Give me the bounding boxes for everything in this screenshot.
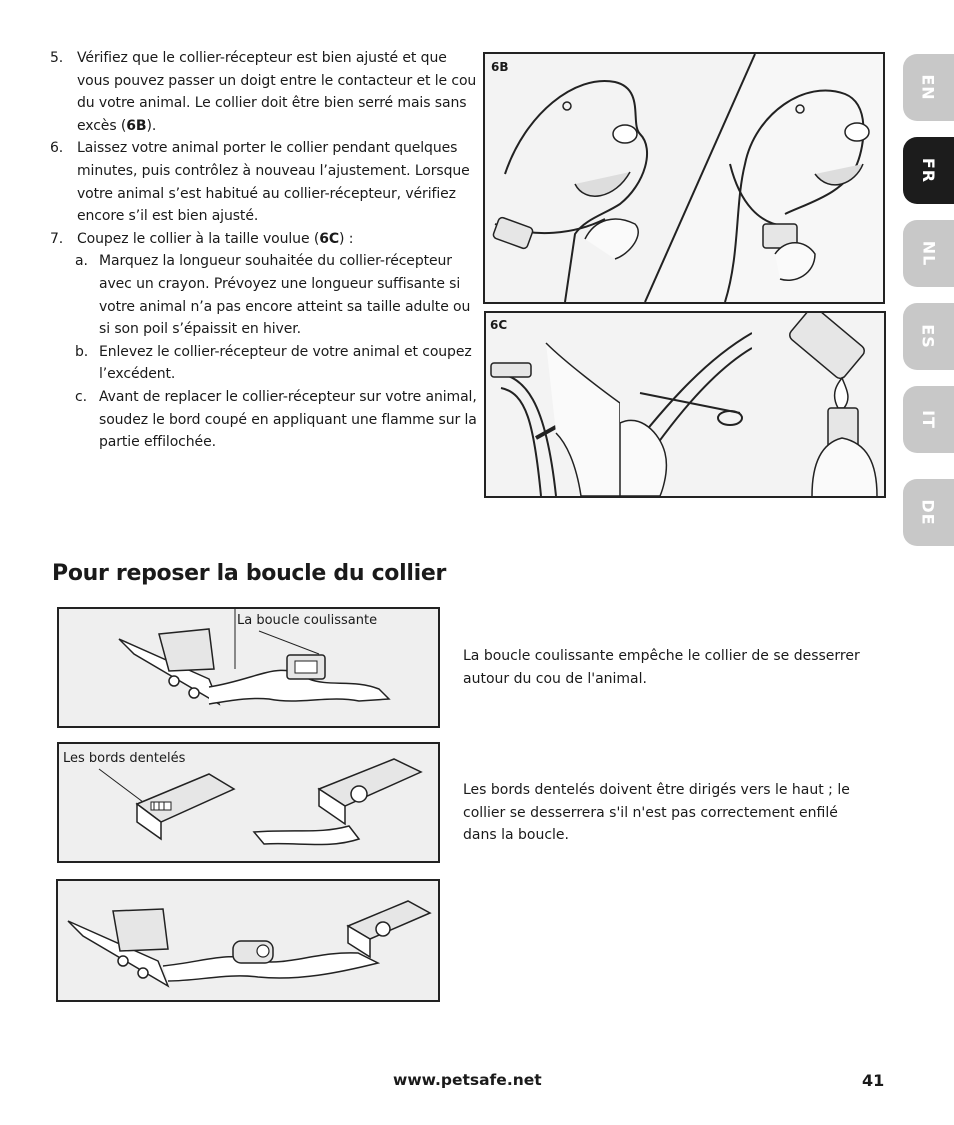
- tab-label: IT: [919, 410, 938, 429]
- assembled-buckle-illustration: [58, 881, 438, 1000]
- step-number: 6.: [50, 140, 64, 157]
- step-7c: [50, 386, 478, 454]
- serrated-edges-description: Les bords dentelés doivent être dirigés vers le haut ; le collier se desserrera s'il n'est pas correctement enfilé dans la boucle.: [463, 782, 850, 843]
- step-text-end: ) :: [339, 230, 354, 247]
- substep-text: Avant de replacer le collier-récepteur sur votre animal, soudez le bord coupé en appliquant une flamme sur la partie effilochée.: [99, 388, 477, 451]
- tab-label: ES: [918, 324, 938, 349]
- pencil-marking-illustration: [486, 313, 620, 496]
- flame-sealing-illustration: [752, 313, 884, 496]
- sliding-buckle-illustration: [59, 609, 438, 726]
- serrated-edges-illustration: [59, 744, 438, 861]
- step-number: 5.: [50, 50, 64, 66]
- figure-label: 6B: [491, 60, 509, 74]
- substep-text: Marquez la longueur souhaitée du collier-récepteur avec un crayon. Prévoyez une longueur suffisante si votre animal n’a pas encore atteint sa taille adulte ou si son poil s’épaissit en hiver.: [99, 253, 471, 338]
- sliding-buckle-label: La boucle coulissante: [237, 613, 378, 628]
- step-6: [50, 137, 478, 227]
- step-number: 7.: [50, 230, 64, 247]
- step-text: Coupez le collier à la taille voulue (: [77, 230, 320, 247]
- serrated-edges-label: Les bords dentelés: [63, 751, 186, 766]
- substep-letter: b.: [75, 343, 89, 360]
- substep-text: Enlevez le collier-récepteur de votre animal et coupez l’excédent.: [99, 343, 472, 383]
- step-5: [50, 47, 478, 137]
- tab-label: DE: [919, 499, 938, 526]
- step-text: Vérifiez que le collier-récepteur est bien ajusté et que vous pouvez passer un doigt entre le contacteur et le cou du votre animal. Le collier doit être bien serré mais sans excès (: [77, 50, 477, 134]
- panel-seal-edge: [752, 313, 884, 496]
- section-heading: Pour reposer la boucle du collier: [52, 561, 447, 586]
- figure-ref: 6C: [319, 230, 340, 247]
- step-7a: [50, 250, 478, 340]
- instruction-list: [50, 47, 478, 454]
- page-number: 41: [862, 1071, 885, 1090]
- tab-fr[interactable]: [903, 137, 954, 204]
- tab-label: EN: [918, 74, 938, 101]
- panel-cut-collar: [620, 313, 754, 496]
- sliding-buckle-figure: [57, 607, 440, 728]
- step-7b: [50, 341, 478, 386]
- tab-nl[interactable]: [903, 220, 954, 287]
- step-7: [50, 228, 478, 251]
- substep-letter: c.: [75, 388, 87, 405]
- tab-it[interactable]: [903, 386, 954, 453]
- tab-label: NL: [919, 240, 938, 267]
- serrated-edges-figure: [57, 742, 440, 863]
- substep-letter: a.: [75, 253, 88, 270]
- step-text: Laissez votre animal porter le collier pendant quelques minutes, puis contrôlez à nouveau l’ajustement. Lorsque votre animal s’est habitué au collier-récepteur, vérifiez encore s’il est bien ajusté.: [77, 140, 470, 225]
- panel-mark-collar: [486, 313, 622, 496]
- tab-es[interactable]: [903, 303, 954, 370]
- figure-ref: 6B: [126, 117, 147, 134]
- dog-collar-fit-illustration: [485, 54, 883, 302]
- assembled-buckle-figure: [56, 879, 440, 1002]
- sliding-buckle-description: La boucle coulissante empêche le collier de se desserrer autour du cou de l'animal.: [463, 648, 860, 687]
- step-text-end: ).: [146, 117, 157, 134]
- figure-6c: [484, 311, 886, 498]
- scissors-cutting-illustration: [620, 313, 752, 496]
- tab-en[interactable]: [903, 54, 954, 121]
- tab-label: FR: [919, 157, 938, 184]
- footer-url: www.petsafe.net: [393, 1071, 542, 1089]
- tab-de[interactable]: [903, 479, 954, 546]
- figure-label: 6C: [490, 318, 508, 332]
- figure-6b: [483, 52, 885, 304]
